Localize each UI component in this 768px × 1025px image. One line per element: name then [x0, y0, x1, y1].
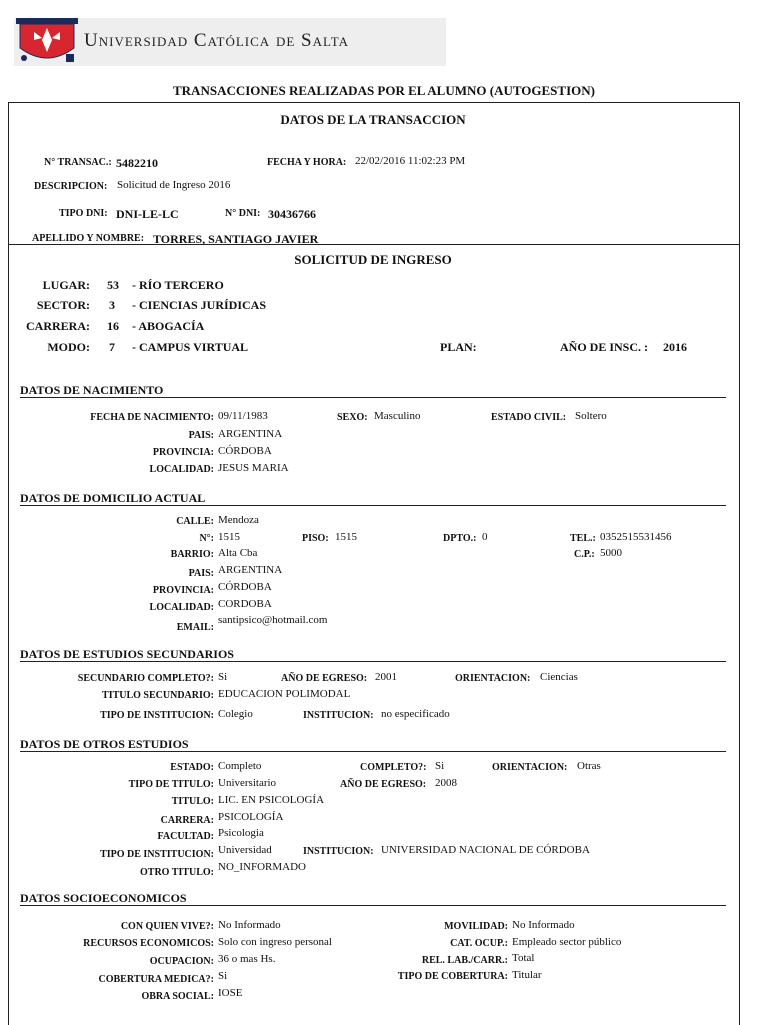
birth-province-label: PROVINCIA: — [152, 447, 214, 458]
secondary-orientation-value: Ciencias — [540, 671, 578, 683]
date-time-label: FECHA Y HORA: — [267, 157, 347, 168]
other-status-value: Completo — [218, 760, 262, 772]
other-career-value: PSICOLOGÍA — [218, 811, 284, 823]
other-degree-type-value: Universitario — [218, 777, 277, 789]
full-name-value: TORRES, SANTIAGO JAVIER — [153, 232, 319, 246]
birth-date-label: FECHA DE NACIMIENTO: — [90, 412, 214, 423]
economic-resources-label: RECURSOS ECONOMICOS: — [83, 938, 214, 949]
transaction-number-value: 5482210 — [116, 156, 158, 170]
other-degree-type-label: TIPO DE TITULO: — [128, 779, 214, 790]
carrera-label: CARRERA: — [26, 319, 90, 333]
medical-coverage-label: COBERTURA MEDICA?: — [98, 974, 214, 985]
civil-status-value: Soltero — [575, 410, 607, 422]
phone-label: TEL.: — [570, 533, 596, 544]
modo-value: - CAMPUS VIRTUAL — [132, 340, 249, 354]
other-institution-type-value: Universidad — [218, 844, 272, 856]
lugar-code: 53 — [107, 278, 119, 292]
postal-code-label: C.P.: — [574, 549, 595, 560]
address-country-value: ARGENTINA — [218, 564, 283, 576]
lugar-label: LUGAR: — [42, 278, 90, 292]
neighborhood-label: BARRIO: — [170, 549, 214, 560]
other-orientation-value: Otras — [577, 760, 601, 772]
address-province-label: PROVINCIA: — [152, 585, 214, 596]
dni-type-value: DNI-LE-LC — [116, 207, 179, 221]
lugar-value: - RÍO TERCERO — [132, 278, 224, 292]
birth-country-label: PAIS: — [188, 430, 214, 441]
report-title: TRANSACCIONES REALIZADAS POR EL ALUMNO (AUTOGESTION) — [173, 83, 595, 98]
sex-label: SEXO: — [337, 412, 368, 423]
secondary-institution-label: INSTITUCION: — [303, 710, 374, 721]
occupation-value: 36 o mas Hs. — [218, 953, 276, 965]
other-graduation-value: 2008 — [435, 777, 457, 789]
other-institution-type-label: TIPO DE INSTITUCION: — [100, 849, 214, 860]
apartment-label: DPTO.: — [443, 533, 477, 544]
sector-code: 3 — [109, 298, 115, 312]
lives-with-label: CON QUIEN VIVE?: — [120, 921, 214, 932]
birth-province-value: CÓRDOBA — [218, 445, 272, 457]
other-title-value: LIC. EN PSICOLOGÍA — [218, 794, 325, 806]
university-logo — [16, 18, 78, 66]
other-title-label: TITULO: — [171, 796, 214, 807]
apartment-value: 0 — [482, 531, 488, 543]
email-value: santipsico@hotmail.com — [218, 614, 328, 626]
other-career-label: CARRERA: — [160, 815, 214, 826]
sector-value: - CIENCIAS JURÍDICAS — [132, 298, 267, 312]
plan-label: PLAN: — [440, 340, 477, 354]
mobility-value: No Informado — [512, 919, 575, 931]
other-complete-value: Si — [435, 760, 445, 772]
birth-country-value: ARGENTINA — [218, 428, 283, 440]
domicilio-section-title: DATOS DE DOMICILIO ACTUAL — [20, 491, 206, 505]
anio-insc-value: 2016 — [663, 340, 687, 354]
secondary-graduation-label: AÑO DE EGRESO: — [281, 673, 368, 684]
date-time-value: 22/02/2016 11:02:23 PM — [355, 155, 466, 167]
secundarios-section-title: DATOS DE ESTUDIOS SECUNDARIOS — [20, 647, 234, 661]
lives-with-value: No Informado — [218, 919, 281, 931]
work-career-relation-value: Total — [512, 952, 535, 964]
modo-code: 7 — [109, 340, 115, 354]
secondary-complete-label: SECUNDARIO COMPLETO?: — [77, 673, 214, 684]
other-orientation-label: ORIENTACION: — [492, 762, 568, 773]
secondary-title-label: TITULO SECUNDARIO: — [102, 690, 214, 701]
sex-value: Masculino — [374, 410, 421, 422]
other-institution-value: UNIVERSIDAD NACIONAL DE CÓRDOBA — [381, 844, 590, 856]
secondary-title-value: EDUCACION POLIMODAL — [218, 688, 351, 700]
floor-value: 1515 — [335, 531, 357, 543]
other-faculty-value: Psicologia — [218, 827, 264, 839]
section-divider — [20, 505, 726, 506]
floor-label: PISO: — [302, 533, 329, 544]
street-label: CALLE: — [176, 516, 214, 527]
other-status-label: ESTADO: — [170, 762, 214, 773]
section-divider — [20, 905, 726, 906]
section-divider — [20, 661, 726, 662]
birth-date-value: 09/11/1983 — [218, 410, 268, 422]
other-faculty-label: FACULTAD: — [157, 831, 214, 842]
description-label: DESCRIPCION: — [34, 181, 108, 192]
health-insurance-value: IOSE — [218, 987, 243, 999]
coverage-type-value: Titular — [512, 969, 542, 981]
secondary-institution-type-label: TIPO DE INSTITUCION: — [100, 710, 214, 721]
anio-insc-label: AÑO DE INSC. : — [560, 340, 649, 354]
economic-resources-value: Solo con ingreso personal — [218, 936, 332, 948]
solicitud-section-title: SOLICITUD DE INGRESO — [294, 252, 452, 267]
modo-label: MODO: — [47, 340, 90, 354]
occupational-category-value: Empleado sector público — [512, 936, 622, 948]
email-label: EMAIL: — [176, 622, 214, 633]
other-graduation-label: AÑO DE EGRESO: — [340, 779, 427, 790]
house-number-label: N°: — [199, 533, 214, 544]
occupation-label: OCUPACION: — [149, 956, 214, 967]
section-divider — [20, 397, 726, 398]
full-name-label: APELLIDO Y NOMBRE: — [32, 233, 145, 244]
civil-status-label: ESTADO CIVIL: — [491, 412, 567, 423]
nacimiento-section-title: DATOS DE NACIMIENTO — [20, 383, 164, 397]
postal-code-value: 5000 — [600, 547, 622, 559]
birth-locality-label: LOCALIDAD: — [149, 464, 214, 475]
solicitud-box — [8, 244, 740, 1025]
dni-number-label: N° DNI: — [225, 208, 261, 219]
other-complete-label: COMPLETO?: — [360, 762, 427, 773]
street-value: Mendoza — [218, 514, 259, 526]
carrera-code: 16 — [107, 319, 119, 333]
birth-locality-value: JESUS MARIA — [218, 462, 289, 474]
address-locality-label: LOCALIDAD: — [149, 602, 214, 613]
section-divider — [20, 751, 726, 752]
address-province-value: CÓRDOBA — [218, 581, 272, 593]
house-number-value: 1515 — [218, 531, 240, 543]
carrera-value: - ABOGACÍA — [132, 319, 205, 333]
description-value: Solicitud de Ingreso 2016 — [117, 179, 231, 191]
other-institution-label: INSTITUCION: — [303, 846, 374, 857]
transaction-number-label: N° TRANSAC.: — [44, 157, 112, 168]
socio-section-title: DATOS SOCIOECONOMICOS — [20, 891, 187, 905]
university-name: Universidad Católica de Salta — [84, 30, 350, 51]
phone-value: 0352515531456 — [600, 531, 672, 543]
other-extra-title-label: OTRO TITULO: — [140, 867, 214, 878]
work-career-relation-label: REL. LAB./CARR.: — [421, 955, 508, 966]
dni-type-label: TIPO DNI: — [59, 208, 108, 219]
coverage-type-label: TIPO DE COBERTURA: — [397, 971, 508, 982]
mobility-label: MOVILIDAD: — [444, 921, 508, 932]
dni-number-value: 30436766 — [268, 207, 316, 221]
otros-section-title: DATOS DE OTROS ESTUDIOS — [20, 737, 189, 751]
neighborhood-value: Alta Cba — [218, 547, 258, 559]
secondary-orientation-label: ORIENTACION: — [455, 673, 531, 684]
secondary-complete-value: Si — [218, 671, 228, 683]
secondary-institution-value: no especificado — [381, 708, 450, 720]
sector-label: SECTOR: — [36, 298, 90, 312]
transaction-section-title: DATOS DE LA TRANSACCION — [280, 112, 466, 127]
medical-coverage-value: Si — [218, 970, 228, 982]
occupational-category-label: CAT. OCUP.: — [450, 938, 508, 949]
address-locality-value: CORDOBA — [218, 598, 272, 610]
address-country-label: PAIS: — [188, 568, 214, 579]
health-insurance-label: OBRA SOCIAL: — [141, 991, 214, 1002]
secondary-institution-type-value: Colegio — [218, 708, 253, 720]
secondary-graduation-value: 2001 — [375, 671, 397, 683]
other-extra-title-value: NO_INFORMADO — [218, 861, 307, 873]
